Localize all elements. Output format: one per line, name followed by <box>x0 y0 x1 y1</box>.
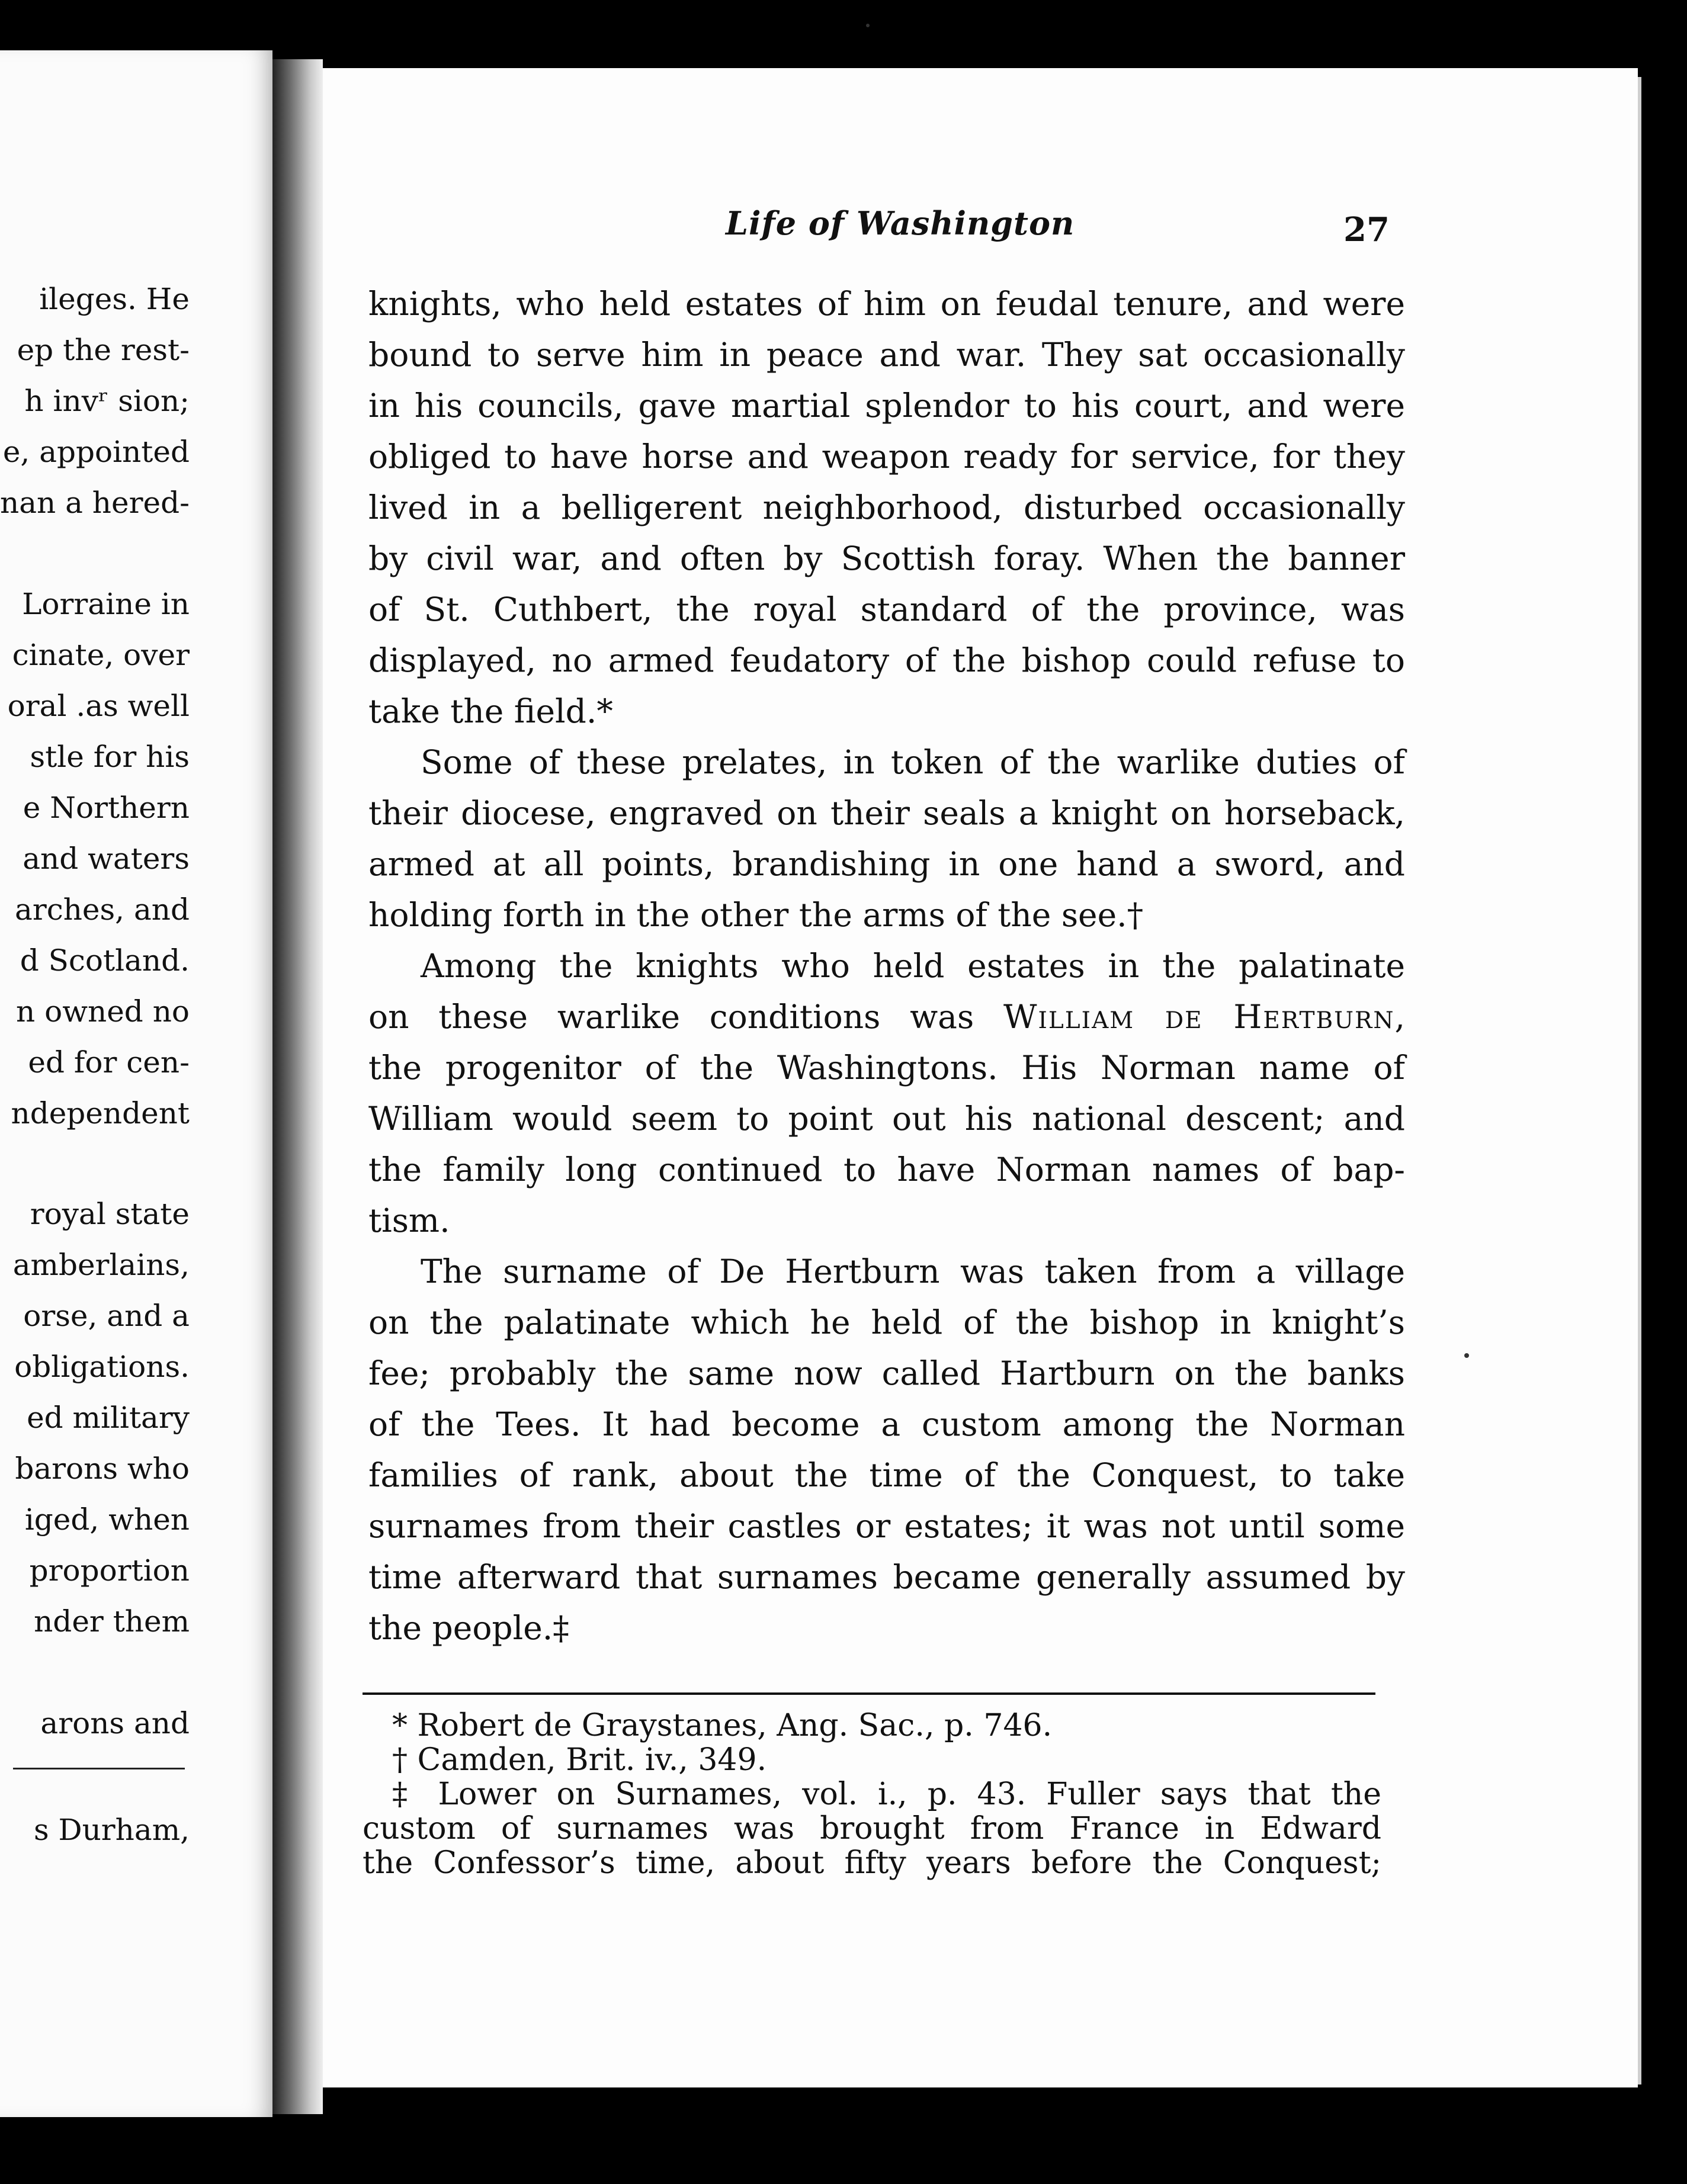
left-page-line: obligations. <box>14 1350 190 1384</box>
running-head: Life of Washington <box>726 204 1075 242</box>
footnote-rule <box>363 1692 1375 1695</box>
footnotes <box>363 1708 1381 1880</box>
left-page-line: Lorraine in <box>22 587 190 621</box>
left-footnote-rule <box>13 1768 185 1769</box>
left-page-line: ed military <box>27 1401 190 1435</box>
left-page-line: iged, when <box>24 1502 190 1537</box>
left-page-line: d Scotland. <box>20 943 190 978</box>
body-line: of the Tees. It had become a custom among the Norman <box>368 1405 1405 1443</box>
left-page-line: s Durham, <box>33 1813 190 1847</box>
left-page-line: nder them <box>34 1604 190 1639</box>
left-page-line: arches, and <box>15 892 190 927</box>
left-page-line: ndependent <box>11 1096 190 1130</box>
body-text <box>368 278 1405 1653</box>
body-line: The surname of De Hertburn was taken from a village <box>421 1252 1405 1290</box>
body-line: displayed, no armed feudatory of the bishop could refuse to <box>368 641 1405 679</box>
left-page-line: and waters <box>23 842 190 876</box>
page-edge <box>1638 77 1641 2085</box>
body-line: surnames from their castles or estates; it was not until some <box>368 1507 1405 1545</box>
body-line: the family long continued to have Norman names of bap- <box>368 1151 1405 1189</box>
footnote-line: † Camden, Brit. iv., 349. <box>392 1742 767 1778</box>
body-line: the progenitor of the Washingtons. His Norman name of <box>368 1049 1405 1087</box>
line-text: , <box>1394 998 1405 1036</box>
body-line: William would seem to point out his national descent; and <box>368 1100 1405 1138</box>
left-page-line: arons and <box>40 1706 190 1740</box>
left-page-line: e, appointed <box>2 435 190 469</box>
left-page-line: amberlains, <box>12 1248 190 1282</box>
body-line: knights, who held estates of him on feudal tenure, and were <box>368 285 1405 323</box>
footnote-line: custom of surnames was brought from France in Edward <box>363 1811 1381 1846</box>
left-page-line: proportion <box>29 1553 190 1588</box>
body-line: time afterward that surnames became generally assumed by <box>368 1558 1405 1596</box>
left-page-line: royal state <box>30 1197 190 1231</box>
body-line: bound to serve him in peace and war. They sat occasionally <box>368 336 1405 374</box>
body-line: holding forth in the other the arms of the see.† <box>368 896 1144 934</box>
body-line: families of rank, about the time of the Conquest, to take <box>368 1456 1405 1494</box>
body-line: obliged to have horse and weapon ready for service, for they <box>368 438 1405 476</box>
page-number: 27 <box>1343 210 1390 249</box>
body-line: their diocese, engraved on their seals a knight on horseback, <box>368 794 1405 832</box>
dust-speck <box>866 24 870 27</box>
body-line: armed at all points, brandishing in one hand a sword, and <box>368 845 1405 883</box>
left-page-line: h invʳ sion; <box>24 384 190 418</box>
body-line <box>368 991 1405 1042</box>
footnote-line: the Confessor’s time, about fifty years before the Conquest; <box>363 1845 1381 1881</box>
body-line: on the palatinate which he held of the bishop in knight’s <box>368 1303 1405 1341</box>
left-page-line: cinate, over <box>12 638 190 672</box>
body-line: tism. <box>368 1202 450 1239</box>
body-line: in his councils, gave martial splendor to his court, and were <box>368 387 1405 425</box>
body-line: the people.‡ <box>368 1609 569 1647</box>
body-line: take the field.* <box>368 692 613 730</box>
body-line: lived in a belligerent neighborhood, disturbed occasionally <box>368 489 1405 526</box>
left-page-line: n owned no <box>16 994 190 1029</box>
left-facing-page <box>0 50 272 2117</box>
name-small-caps: William de Hertburn <box>1003 998 1395 1036</box>
footnote-line: * Robert de Graystanes, Ang. Sac., p. 746. <box>392 1708 1053 1743</box>
body-line: Some of these prelates, in token of the warlike duties of <box>421 743 1405 781</box>
body-line: by civil war, and often by Scottish foray. When the banner <box>368 539 1405 577</box>
dust-speck <box>1464 1353 1469 1358</box>
body-line: Among the knights who held estates in the palatinate <box>421 947 1405 985</box>
left-page-line: orse, and a <box>23 1299 190 1333</box>
body-line: of St. Cuthbert, the royal standard of the province, was <box>368 590 1405 628</box>
left-page-line: stle for his <box>30 740 190 774</box>
left-page-line: ed for cen- <box>28 1045 190 1080</box>
book-gutter <box>272 59 323 2114</box>
left-page-line: ep the rest- <box>17 333 190 367</box>
left-page-line: nan a hered- <box>0 486 190 520</box>
left-page-line: oral .as well <box>7 689 190 723</box>
left-page-line: e Northern <box>23 791 190 825</box>
footnote-line: ‡ Lower on Surnames, vol. i., p. 43. Fuller says that the <box>392 1777 1381 1812</box>
body-line: fee; probably the same now called Hartburn on the banks <box>368 1354 1405 1392</box>
left-page-line: barons who <box>15 1451 190 1486</box>
line-text: on these warlike conditions was <box>368 998 1003 1036</box>
left-page-line: ileges. He <box>39 282 190 316</box>
